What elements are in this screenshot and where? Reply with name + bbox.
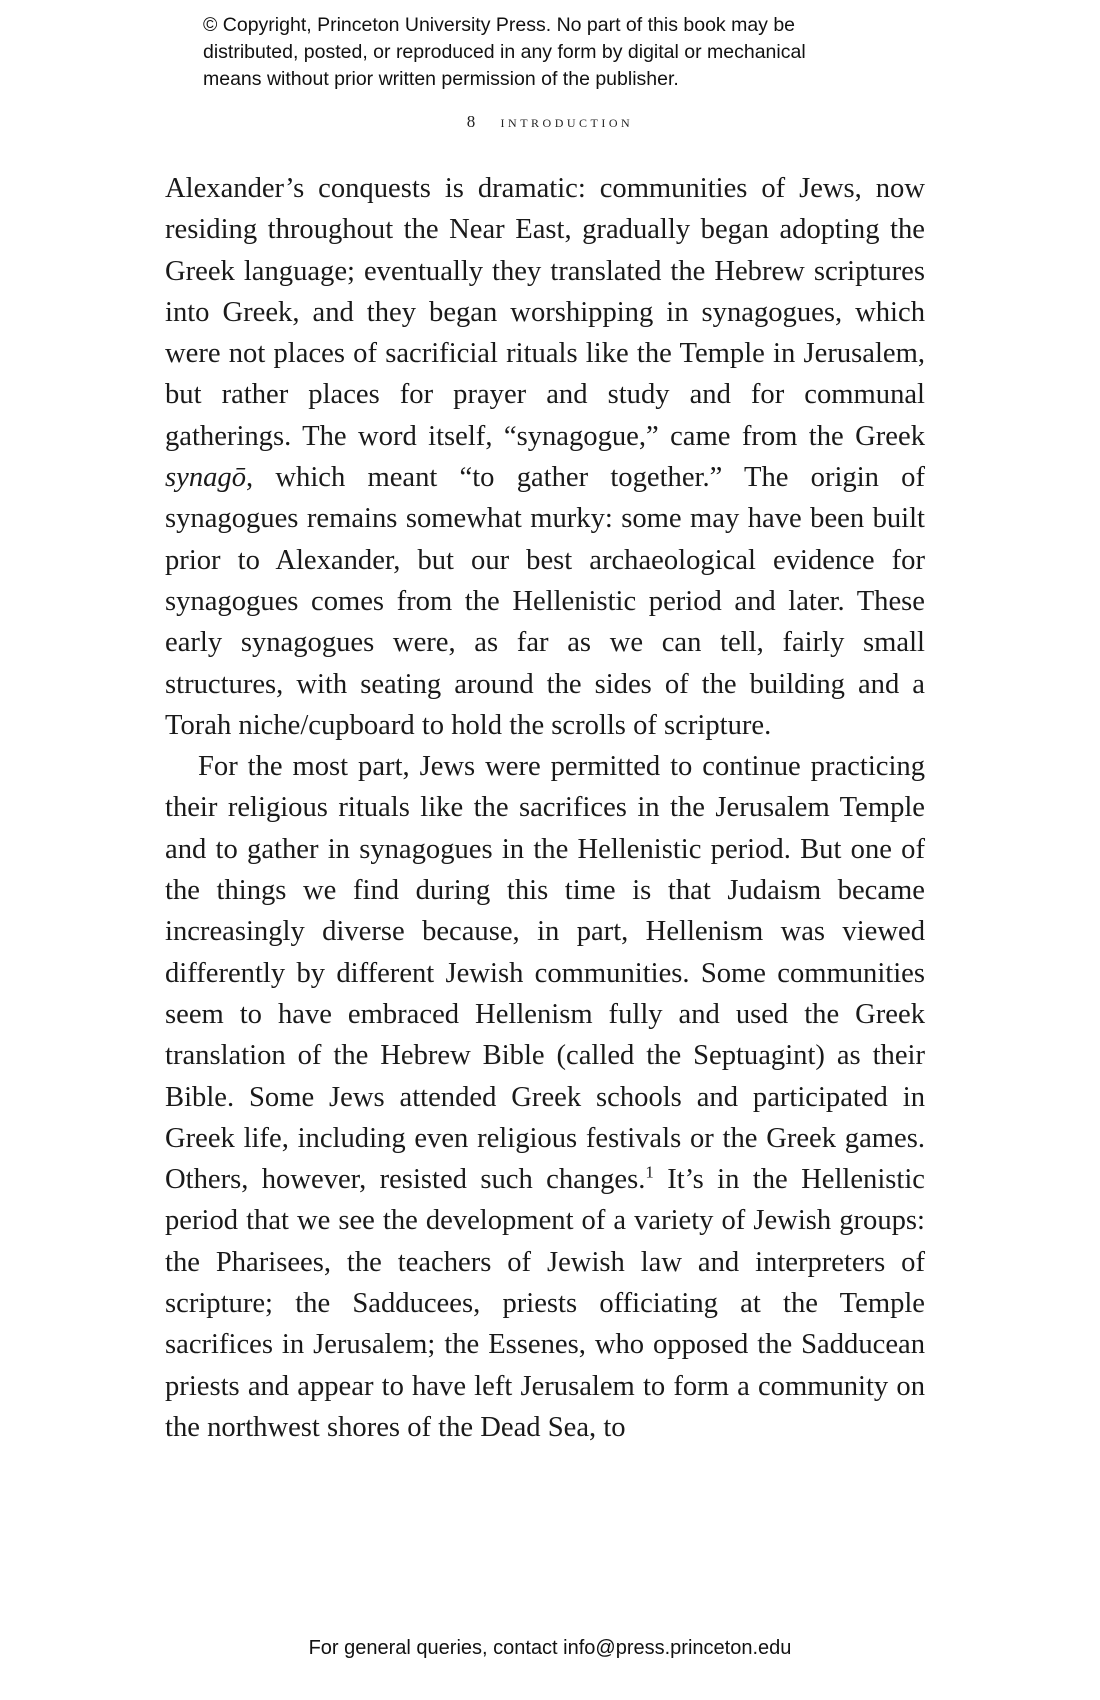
paragraph-text: It’s in the Hellenistic period that we see the development of a variety of Jewish groups: the Pharisees, the teachers of Jewish law and interpreters of scripture; the Sadducees, priests officiating at the Temple sacrifices in Jerusalem; the Essenes, who opposed the Sadducean priests and appear to have left Jerusalem to form a community on the northwest shores of the Dead Sea, to <box>165 1164 925 1443</box>
copyright-line: means without prior written permission of the publisher. <box>203 68 679 90</box>
copyright-notice <box>203 12 963 93</box>
italic-term: synagō <box>165 462 247 494</box>
paragraph-text: Alexander’s conquests is dramatic: communities of Jews, now residing throughout the Near East, gradually began adopting the Greek language; eventually they translated the Hebrew scriptures into Greek, and they began worshipping in synagogues, which were not places of sacrificial rituals like the Temple in Jerusalem, but rather places for prayer and study and for communal gatherings. The word itself, “synagogue,” came from the Greek <box>165 173 925 452</box>
copyright-line: © Copyright, Princeton University Press. No part of this book may be <box>203 14 796 36</box>
footer-contact: For general queries, contact info@press.princeton.edu <box>308 1637 792 1659</box>
page-number: 8 <box>466 112 476 131</box>
paragraph <box>165 746 925 1448</box>
running-head <box>0 112 1100 132</box>
footnote-marker[interactable]: 1 <box>645 1162 654 1182</box>
copyright-line: distributed, posted, or reproduced in any form by digital or mechanical <box>203 41 806 63</box>
paragraph-text: , which meant “to gather together.” The origin of synagogues remains somewhat murky: some may have been built prior to Alexander, but our best archaeological evidence for synagogues comes from the Hellenistic period and later. These early synagogues were, as far as we can tell, fairly small structures, with seating around the sides of the building and a Torah niche/cupboard to hold the scrolls of scripture. <box>165 462 925 741</box>
body-text <box>165 168 925 1448</box>
paragraph-text: For the most part, Jews were permitted to continue practicing their religious rituals like the sacrifices in the Jerusalem Temple and to gather in synagogues in the Hellenistic period. But one of the things we find during this time is that Judaism became increasingly diverse because, in part, Hellenism was viewed differently by different Jewish communities. Some communities seem to have embraced Hellenism fully and used the Greek translation of the Hebrew Bible (called the Septuagint) as their Bible. Some Jews attended Greek schools and participated in Greek life, including even religious festivals or the Greek games. Others, however, resisted such changes. <box>165 751 925 1196</box>
paragraph <box>165 168 925 746</box>
section-title: introduction <box>500 112 634 131</box>
